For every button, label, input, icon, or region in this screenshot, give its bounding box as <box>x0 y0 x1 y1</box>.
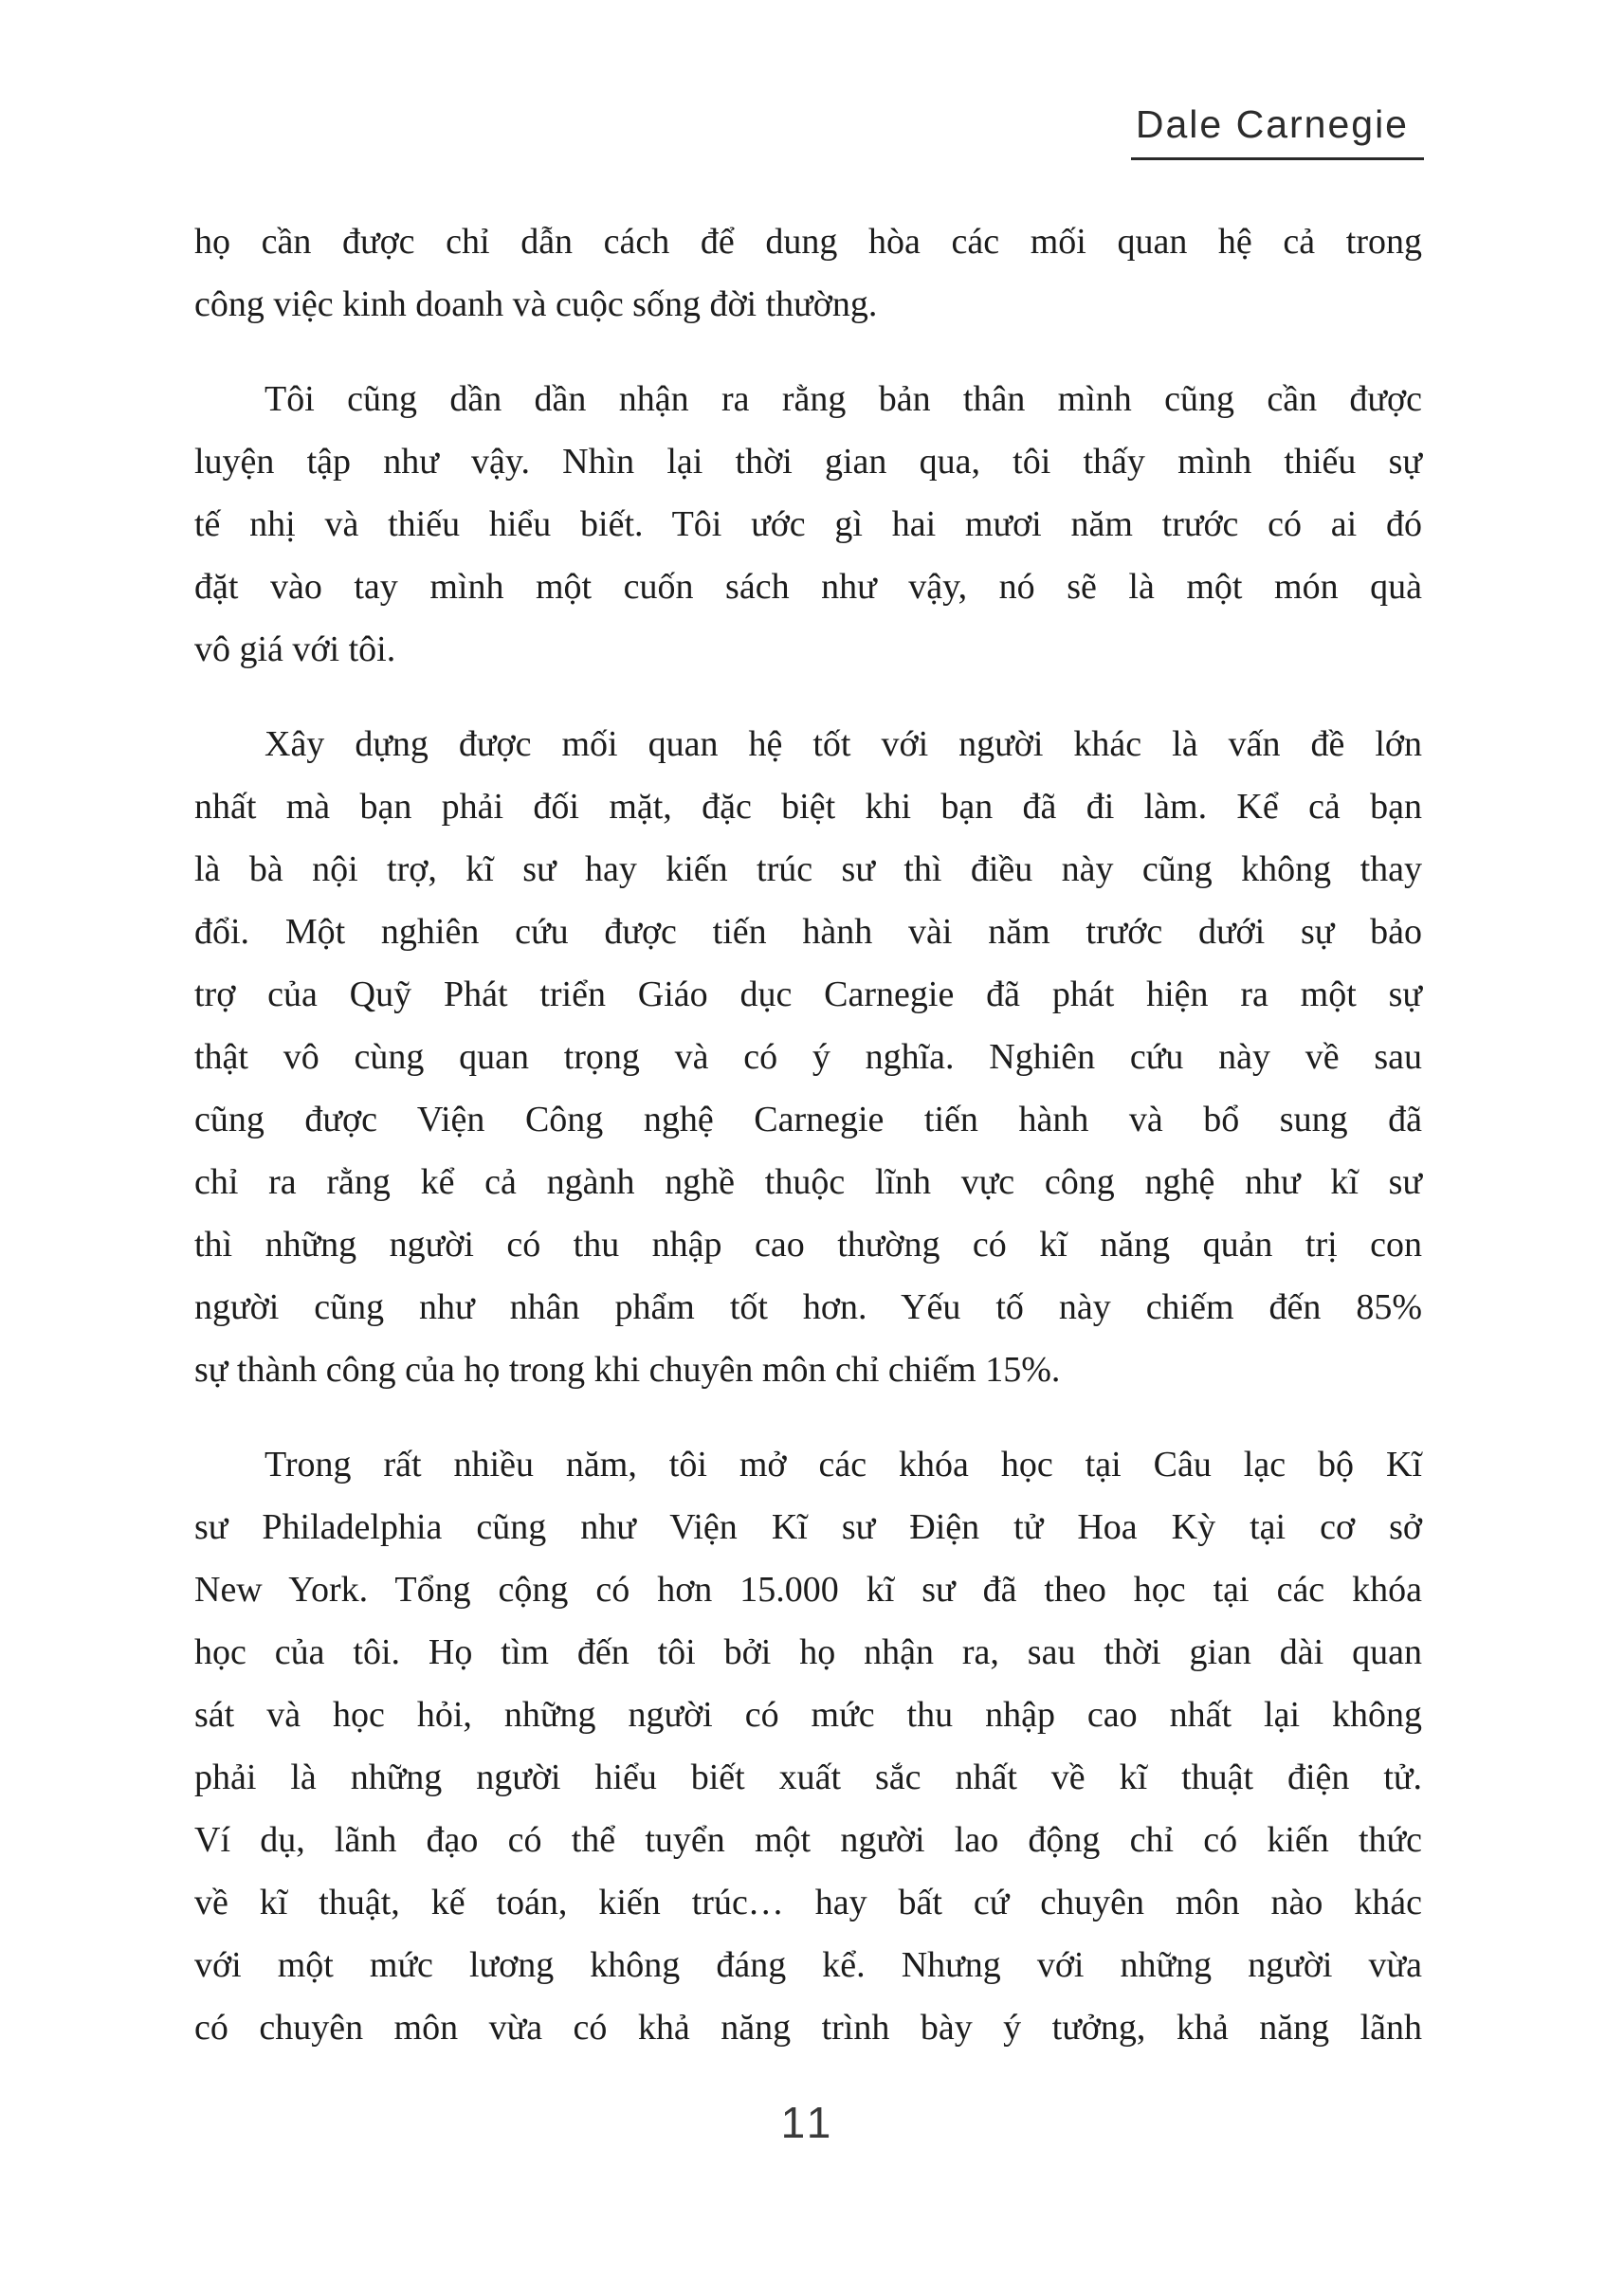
text-line: có chuyên môn vừa có khả năng trình bày ý tưởng, khả năng lãnh <box>194 2008 1422 2048</box>
text-line: thì những người có thu nhập cao thường có kĩ năng quản trị con <box>194 1225 1422 1265</box>
text-line: họ cần được chỉ dẫn cách để dung hòa các mối quan hệ cả trong <box>194 222 1422 262</box>
text-line: người cũng như nhân phẩm tốt hơn. Yếu tố này chiếm đến 85% <box>194 1287 1422 1327</box>
text-line: nhất mà bạn phải đối mặt, đặc biệt khi bạn đã đi làm. Kể cả bạn <box>194 787 1422 827</box>
text-line: luyện tập như vậy. Nhìn lại thời gian qua, tôi thấy mình thiếu sự <box>194 442 1422 482</box>
paragraph <box>194 210 1422 336</box>
page-number: 11 <box>780 2098 836 2147</box>
text-line: Xây dựng được mối quan hệ tốt với người khác là vấn đề lớn <box>265 724 1422 764</box>
text-line: công việc kinh doanh và cuộc sống đời thường. <box>194 284 878 324</box>
text-line: Ví dụ, lãnh đạo có thể tuyển một người lao động chỉ có kiến thức <box>194 1820 1422 1860</box>
text-line: với một mức lương không đáng kể. Nhưng với những người vừa <box>194 1945 1422 1985</box>
paragraph <box>194 368 1422 681</box>
text-line: cũng được Viện Công nghệ Carnegie tiến hành và bổ sung đã <box>194 1100 1422 1139</box>
paragraph <box>194 713 1422 1401</box>
text-line: về kĩ thuật, kế toán, kiến trúc… hay bất cứ chuyên môn nào khác <box>194 1883 1422 1922</box>
author-name: Dale Carnegie <box>1135 102 1409 146</box>
text-line: thật vô cùng quan trọng và có ý nghĩa. Nghiên cứu này về sau <box>194 1037 1422 1077</box>
text-line: phải là những người hiểu biết xuất sắc nhất về kĩ thuật điện tử. <box>194 1758 1422 1797</box>
text-line: đặt vào tay mình một cuốn sách như vậy, nó sẽ là một món quà <box>194 567 1422 607</box>
paragraph <box>194 1433 1422 2059</box>
text-line: chỉ ra rằng kể cả ngành nghề thuộc lĩnh vực công nghệ như kĩ sư <box>194 1162 1422 1202</box>
text-line: là bà nội trợ, kĩ sư hay kiến trúc sư thì điều này cũng không thay <box>194 849 1422 889</box>
text-line: trợ của Quỹ Phát triển Giáo dục Carnegie đã phát hiện ra một sự <box>194 974 1422 1014</box>
text-line: Tôi cũng dần dần nhận ra rằng bản thân mình cũng cần được <box>265 379 1422 419</box>
text-line: sát và học hỏi, những người có mức thu nhập cao nhất lại không <box>194 1695 1422 1735</box>
text-line: Trong rất nhiều năm, tôi mở các khóa học tại Câu lạc bộ Kĩ <box>265 1445 1422 1484</box>
text-line: New York. Tổng cộng có hơn 15.000 kĩ sư đã theo học tại các khóa <box>194 1570 1422 1610</box>
text-line: vô giá với tôi. <box>194 629 396 669</box>
text-line: tế nhị và thiếu hiểu biết. Tôi ước gì hai mươi năm trước có ai đó <box>194 504 1422 544</box>
text-line: sư Philadelphia cũng như Viện Kĩ sư Điện tử Hoa Kỳ tại cơ sở <box>194 1507 1422 1547</box>
page-header <box>1131 102 1424 160</box>
text-line: đổi. Một nghiên cứu được tiến hành vài năm trước dưới sự bảo <box>194 912 1422 952</box>
text-line: sự thành công của họ trong khi chuyên môn chỉ chiếm 15%. <box>194 1350 1061 1390</box>
text-line: học của tôi. Họ tìm đến tôi bởi họ nhận ra, sau thời gian dài quan <box>194 1632 1422 1672</box>
header-rule <box>1131 157 1424 160</box>
text-content <box>194 210 1422 2059</box>
